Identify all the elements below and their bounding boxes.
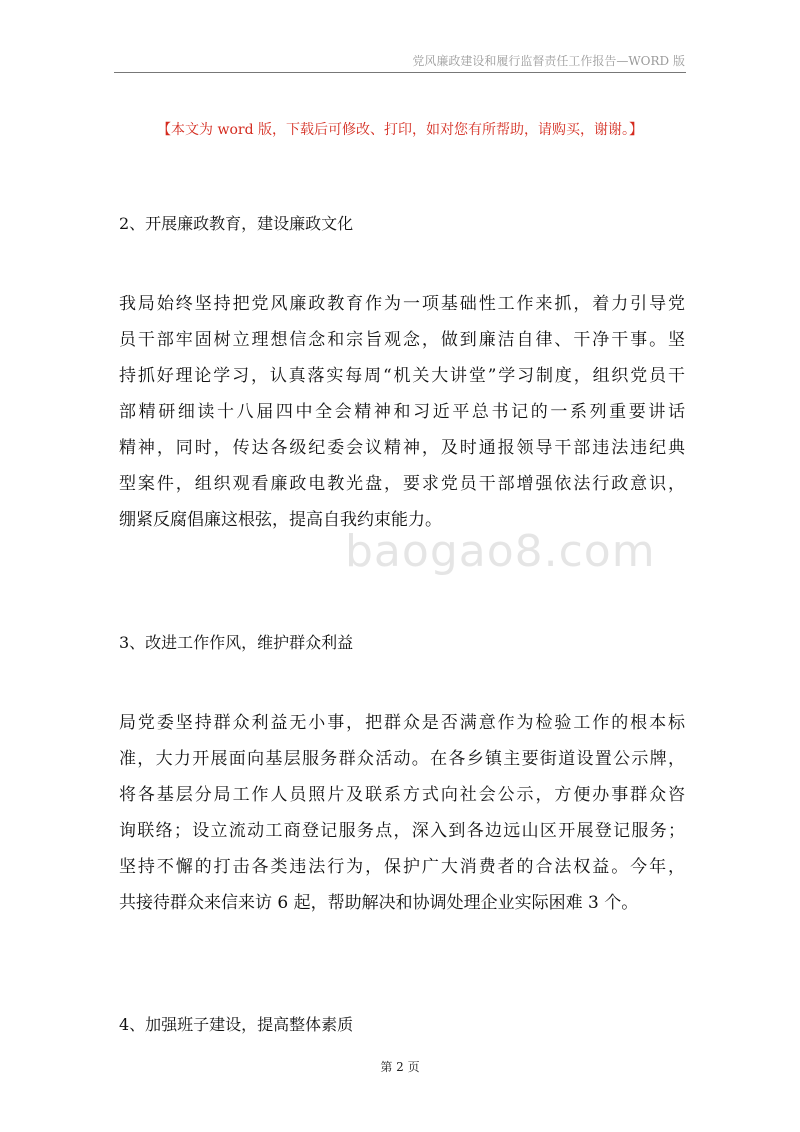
paragraph-line: 共接待群众来信来访 6 起，帮助解决和协调处理企业实际困难 3 个。 xyxy=(119,893,639,913)
paragraph-line: 局党委坚持群众利益无小事，把群众是否满意作为检验工作的根本标 xyxy=(119,713,685,733)
paragraph-line: 持抓好理论学习，认真落实每周“机关大讲堂”学习制度，组织党员干 xyxy=(119,366,685,386)
paragraph-line: 询联络；设立流动工商登记服务点，深入到各边远山区开展登记服务； xyxy=(119,821,685,841)
running-header-title: 党风廉政建设和履行监督责任工作报告—WORD 版 xyxy=(412,54,685,68)
paragraph-line: 员干部牢固树立理想信念和宗旨观念，做到廉洁自律、干净干事。坚 xyxy=(119,330,685,350)
paragraph-education xyxy=(119,286,685,538)
paragraph-line: 我局始终坚持把党风廉政教育作为一项基础性工作来抓，着力引导党 xyxy=(119,294,685,314)
section-heading-education: 2、开展廉政教育，建设廉政文化 xyxy=(119,214,354,233)
paragraph-line: 绷紧反腐倡廉这根弦，提高自我约束能力。 xyxy=(119,510,442,530)
section-heading-team-building: 4、加强班子建设，提高整体素质 xyxy=(119,1015,354,1034)
paragraph-line: 精神，同时，传达各级纪委会议精神，及时通报领导干部违法违纪典 xyxy=(119,438,685,458)
site-watermark: baogao8.com xyxy=(345,526,656,577)
page-number: 第 2 页 xyxy=(380,1060,420,1074)
purchase-notice: 【本文为 word 版，下载后可修改、打印，如对您有所帮助，请购买，谢谢。】 xyxy=(157,122,643,138)
paragraph-line: 准，大力开展面向基层服务群众活动。在各乡镇主要街道设置公示牌， xyxy=(119,749,685,769)
paragraph-line: 型案件，组织观看廉政电教光盘，要求党员干部增强依法行政意识， xyxy=(119,474,685,494)
section-heading-work-style: 3、改进工作作风，维护群众利益 xyxy=(119,633,354,652)
paragraph-work-style xyxy=(119,705,685,921)
header-divider xyxy=(114,72,686,73)
paragraph-line: 坚持不懈的打击各类违法行为，保护广大消费者的合法权益。今年， xyxy=(119,857,685,877)
paragraph-line: 将各基层分局工作人员照片及联系方式向社会公示，方便办事群众咨 xyxy=(119,785,685,805)
paragraph-line: 部精研细读十八届四中全会精神和习近平总书记的一系列重要讲话 xyxy=(119,402,685,422)
